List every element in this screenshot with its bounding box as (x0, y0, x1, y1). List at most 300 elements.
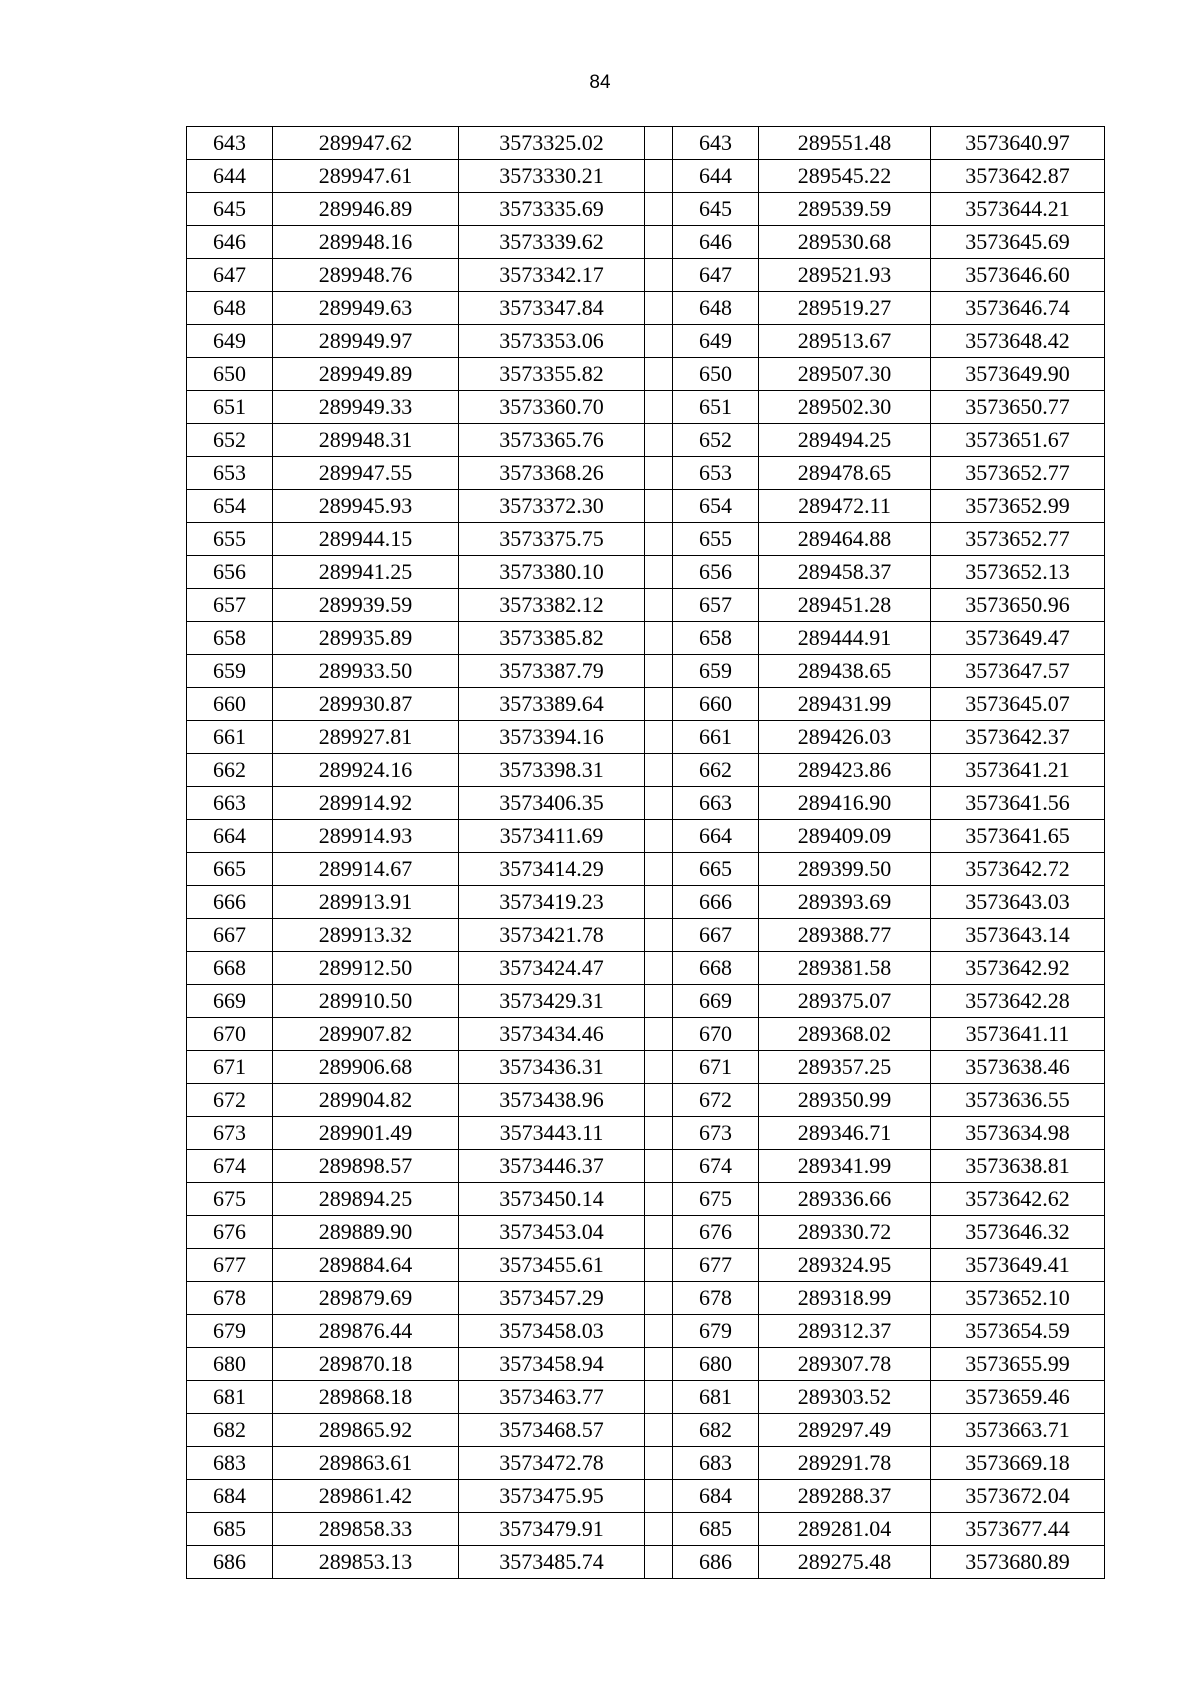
y-coordinate-right: 3573634.98 (931, 1117, 1105, 1150)
table-row (187, 490, 1105, 523)
table-row (187, 1183, 1105, 1216)
y-coordinate-right: 3573654.59 (931, 1315, 1105, 1348)
point-number-left: 671 (187, 1051, 273, 1084)
point-number-left: 679 (187, 1315, 273, 1348)
table-row (187, 1150, 1105, 1183)
spacer-cell (645, 1480, 673, 1513)
point-number-left: 665 (187, 853, 273, 886)
x-coordinate-right: 289303.52 (759, 1381, 931, 1414)
x-coordinate-right: 289438.65 (759, 655, 931, 688)
x-coordinate-left: 289945.93 (273, 490, 459, 523)
y-coordinate-right: 3573641.21 (931, 754, 1105, 787)
y-coordinate-right: 3573641.56 (931, 787, 1105, 820)
y-coordinate-left: 3573443.11 (459, 1117, 645, 1150)
table-row (187, 325, 1105, 358)
spacer-cell (645, 193, 673, 226)
y-coordinate-left: 3573398.31 (459, 754, 645, 787)
table-row (187, 1381, 1105, 1414)
x-coordinate-right: 289494.25 (759, 424, 931, 457)
point-number-right: 679 (673, 1315, 759, 1348)
point-number-right: 659 (673, 655, 759, 688)
point-number-left: 664 (187, 820, 273, 853)
point-number-left: 661 (187, 721, 273, 754)
table-row (187, 1117, 1105, 1150)
table-row (187, 1249, 1105, 1282)
point-number-left: 647 (187, 259, 273, 292)
table-row (187, 424, 1105, 457)
table-row (187, 127, 1105, 160)
x-coordinate-right: 289423.86 (759, 754, 931, 787)
spacer-cell (645, 754, 673, 787)
x-coordinate-left: 289947.61 (273, 160, 459, 193)
x-coordinate-left: 289913.32 (273, 919, 459, 952)
y-coordinate-right: 3573642.72 (931, 853, 1105, 886)
point-number-left: 659 (187, 655, 273, 688)
x-coordinate-left: 289868.18 (273, 1381, 459, 1414)
x-coordinate-left: 289894.25 (273, 1183, 459, 1216)
point-number-right: 647 (673, 259, 759, 292)
x-coordinate-left: 289930.87 (273, 688, 459, 721)
table-row (187, 523, 1105, 556)
spacer-cell (645, 127, 673, 160)
spacer-cell (645, 721, 673, 754)
spacer-cell (645, 1447, 673, 1480)
y-coordinate-right: 3573641.65 (931, 820, 1105, 853)
point-number-right: 646 (673, 226, 759, 259)
x-coordinate-right: 289431.99 (759, 688, 931, 721)
y-coordinate-right: 3573659.46 (931, 1381, 1105, 1414)
spacer-cell (645, 1381, 673, 1414)
table-row (187, 1084, 1105, 1117)
point-number-left: 676 (187, 1216, 273, 1249)
y-coordinate-right: 3573647.57 (931, 655, 1105, 688)
x-coordinate-left: 289910.50 (273, 985, 459, 1018)
point-number-left: 644 (187, 160, 273, 193)
point-number-left: 653 (187, 457, 273, 490)
point-number-left: 681 (187, 1381, 273, 1414)
x-coordinate-left: 289879.69 (273, 1282, 459, 1315)
y-coordinate-right: 3573646.60 (931, 259, 1105, 292)
x-coordinate-left: 289944.15 (273, 523, 459, 556)
point-number-right: 661 (673, 721, 759, 754)
y-coordinate-left: 3573387.79 (459, 655, 645, 688)
table-row (187, 160, 1105, 193)
y-coordinate-left: 3573325.02 (459, 127, 645, 160)
spacer-cell (645, 688, 673, 721)
point-number-left: 660 (187, 688, 273, 721)
x-coordinate-left: 289853.13 (273, 1546, 459, 1579)
point-number-left: 651 (187, 391, 273, 424)
y-coordinate-right: 3573649.47 (931, 622, 1105, 655)
y-coordinate-left: 3573411.69 (459, 820, 645, 853)
y-coordinate-right: 3573645.69 (931, 226, 1105, 259)
point-number-right: 680 (673, 1348, 759, 1381)
x-coordinate-left: 289946.89 (273, 193, 459, 226)
point-number-right: 650 (673, 358, 759, 391)
spacer-cell (645, 292, 673, 325)
point-number-right: 685 (673, 1513, 759, 1546)
coordinates-table (186, 126, 1105, 1579)
table-row (187, 1282, 1105, 1315)
point-number-left: 656 (187, 556, 273, 589)
spacer-cell (645, 1249, 673, 1282)
point-number-right: 673 (673, 1117, 759, 1150)
x-coordinate-right: 289444.91 (759, 622, 931, 655)
y-coordinate-left: 3573394.16 (459, 721, 645, 754)
y-coordinate-left: 3573380.10 (459, 556, 645, 589)
x-coordinate-left: 289876.44 (273, 1315, 459, 1348)
point-number-right: 686 (673, 1546, 759, 1579)
x-coordinate-left: 289904.82 (273, 1084, 459, 1117)
y-coordinate-right: 3573652.77 (931, 457, 1105, 490)
point-number-right: 666 (673, 886, 759, 919)
table-row (187, 391, 1105, 424)
y-coordinate-left: 3573389.64 (459, 688, 645, 721)
x-coordinate-right: 289399.50 (759, 853, 931, 886)
x-coordinate-right: 289312.37 (759, 1315, 931, 1348)
table-row (187, 655, 1105, 688)
y-coordinate-right: 3573642.92 (931, 952, 1105, 985)
point-number-right: 670 (673, 1018, 759, 1051)
point-number-right: 681 (673, 1381, 759, 1414)
x-coordinate-right: 289297.49 (759, 1414, 931, 1447)
spacer-cell (645, 523, 673, 556)
y-coordinate-left: 3573458.03 (459, 1315, 645, 1348)
x-coordinate-left: 289947.55 (273, 457, 459, 490)
table-row (187, 622, 1105, 655)
spacer-cell (645, 589, 673, 622)
x-coordinate-left: 289914.92 (273, 787, 459, 820)
point-number-left: 678 (187, 1282, 273, 1315)
table-row (187, 1348, 1105, 1381)
table-row (187, 886, 1105, 919)
point-number-right: 669 (673, 985, 759, 1018)
point-number-left: 686 (187, 1546, 273, 1579)
x-coordinate-left: 289884.64 (273, 1249, 459, 1282)
x-coordinate-right: 289545.22 (759, 160, 931, 193)
y-coordinate-left: 3573479.91 (459, 1513, 645, 1546)
spacer-cell (645, 622, 673, 655)
table-row (187, 193, 1105, 226)
y-coordinate-right: 3573652.99 (931, 490, 1105, 523)
y-coordinate-left: 3573429.31 (459, 985, 645, 1018)
y-coordinate-left: 3573414.29 (459, 853, 645, 886)
y-coordinate-left: 3573472.78 (459, 1447, 645, 1480)
y-coordinate-right: 3573652.77 (931, 523, 1105, 556)
y-coordinate-right: 3573663.71 (931, 1414, 1105, 1447)
x-coordinate-right: 289330.72 (759, 1216, 931, 1249)
x-coordinate-left: 289949.89 (273, 358, 459, 391)
x-coordinate-left: 289914.93 (273, 820, 459, 853)
y-coordinate-right: 3573649.90 (931, 358, 1105, 391)
point-number-left: 684 (187, 1480, 273, 1513)
spacer-cell (645, 952, 673, 985)
point-number-left: 648 (187, 292, 273, 325)
y-coordinate-left: 3573446.37 (459, 1150, 645, 1183)
point-number-right: 662 (673, 754, 759, 787)
spacer-cell (645, 1150, 673, 1183)
x-coordinate-left: 289858.33 (273, 1513, 459, 1546)
y-coordinate-left: 3573468.57 (459, 1414, 645, 1447)
table-row (187, 754, 1105, 787)
table-row (187, 358, 1105, 391)
table-row (187, 787, 1105, 820)
table-row (187, 1546, 1105, 1579)
point-number-right: 674 (673, 1150, 759, 1183)
x-coordinate-right: 289336.66 (759, 1183, 931, 1216)
x-coordinate-left: 289948.76 (273, 259, 459, 292)
y-coordinate-left: 3573385.82 (459, 622, 645, 655)
y-coordinate-right: 3573638.81 (931, 1150, 1105, 1183)
y-coordinate-right: 3573651.67 (931, 424, 1105, 457)
y-coordinate-left: 3573347.84 (459, 292, 645, 325)
x-coordinate-right: 289393.69 (759, 886, 931, 919)
y-coordinate-right: 3573645.07 (931, 688, 1105, 721)
spacer-cell (645, 1513, 673, 1546)
spacer-cell (645, 1216, 673, 1249)
y-coordinate-right: 3573642.87 (931, 160, 1105, 193)
y-coordinate-right: 3573649.41 (931, 1249, 1105, 1282)
point-number-left: 666 (187, 886, 273, 919)
y-coordinate-left: 3573485.74 (459, 1546, 645, 1579)
y-coordinate-right: 3573669.18 (931, 1447, 1105, 1480)
point-number-left: 662 (187, 754, 273, 787)
point-number-right: 658 (673, 622, 759, 655)
x-coordinate-left: 289949.97 (273, 325, 459, 358)
y-coordinate-right: 3573672.04 (931, 1480, 1105, 1513)
table-row (187, 1315, 1105, 1348)
x-coordinate-right: 289464.88 (759, 523, 931, 556)
point-number-right: 671 (673, 1051, 759, 1084)
y-coordinate-left: 3573339.62 (459, 226, 645, 259)
x-coordinate-right: 289318.99 (759, 1282, 931, 1315)
point-number-left: 670 (187, 1018, 273, 1051)
point-number-right: 676 (673, 1216, 759, 1249)
table-body (187, 127, 1105, 1579)
y-coordinate-right: 3573652.10 (931, 1282, 1105, 1315)
x-coordinate-left: 289898.57 (273, 1150, 459, 1183)
y-coordinate-right: 3573652.13 (931, 556, 1105, 589)
point-number-left: 680 (187, 1348, 273, 1381)
spacer-cell (645, 358, 673, 391)
y-coordinate-left: 3573355.82 (459, 358, 645, 391)
table-row (187, 688, 1105, 721)
point-number-left: 643 (187, 127, 273, 160)
y-coordinate-right: 3573648.42 (931, 325, 1105, 358)
point-number-right: 667 (673, 919, 759, 952)
spacer-cell (645, 1315, 673, 1348)
point-number-right: 648 (673, 292, 759, 325)
point-number-left: 649 (187, 325, 273, 358)
spacer-cell (645, 787, 673, 820)
point-number-right: 644 (673, 160, 759, 193)
point-number-left: 658 (187, 622, 273, 655)
x-coordinate-right: 289381.58 (759, 952, 931, 985)
table-row (187, 1018, 1105, 1051)
y-coordinate-left: 3573457.29 (459, 1282, 645, 1315)
point-number-left: 668 (187, 952, 273, 985)
point-number-right: 654 (673, 490, 759, 523)
x-coordinate-right: 289530.68 (759, 226, 931, 259)
x-coordinate-left: 289870.18 (273, 1348, 459, 1381)
spacer-cell (645, 1084, 673, 1117)
point-number-right: 664 (673, 820, 759, 853)
y-coordinate-right: 3573640.97 (931, 127, 1105, 160)
table-row (187, 1480, 1105, 1513)
point-number-right: 677 (673, 1249, 759, 1282)
point-number-right: 678 (673, 1282, 759, 1315)
spacer-cell (645, 985, 673, 1018)
spacer-cell (645, 1117, 673, 1150)
point-number-left: 669 (187, 985, 273, 1018)
x-coordinate-left: 289933.50 (273, 655, 459, 688)
y-coordinate-right: 3573650.77 (931, 391, 1105, 424)
x-coordinate-right: 289357.25 (759, 1051, 931, 1084)
point-number-right: 668 (673, 952, 759, 985)
point-number-left: 654 (187, 490, 273, 523)
y-coordinate-left: 3573424.47 (459, 952, 645, 985)
x-coordinate-left: 289948.31 (273, 424, 459, 457)
y-coordinate-left: 3573421.78 (459, 919, 645, 952)
x-coordinate-left: 289949.33 (273, 391, 459, 424)
y-coordinate-right: 3573642.28 (931, 985, 1105, 1018)
y-coordinate-left: 3573436.31 (459, 1051, 645, 1084)
x-coordinate-right: 289519.27 (759, 292, 931, 325)
spacer-cell (645, 325, 673, 358)
spacer-cell (645, 1414, 673, 1447)
y-coordinate-left: 3573453.04 (459, 1216, 645, 1249)
table-row (187, 457, 1105, 490)
y-coordinate-right: 3573643.03 (931, 886, 1105, 919)
point-number-right: 656 (673, 556, 759, 589)
point-number-left: 652 (187, 424, 273, 457)
x-coordinate-left: 289865.92 (273, 1414, 459, 1447)
y-coordinate-left: 3573342.17 (459, 259, 645, 292)
x-coordinate-right: 289350.99 (759, 1084, 931, 1117)
point-number-left: 657 (187, 589, 273, 622)
point-number-right: 655 (673, 523, 759, 556)
spacer-cell (645, 226, 673, 259)
y-coordinate-left: 3573372.30 (459, 490, 645, 523)
table-row (187, 1513, 1105, 1546)
spacer-cell (645, 160, 673, 193)
table-row (187, 721, 1105, 754)
x-coordinate-right: 289288.37 (759, 1480, 931, 1513)
table-row (187, 1414, 1105, 1447)
table-row (187, 985, 1105, 1018)
table-row (187, 820, 1105, 853)
x-coordinate-left: 289941.25 (273, 556, 459, 589)
spacer-cell (645, 259, 673, 292)
point-number-right: 663 (673, 787, 759, 820)
x-coordinate-right: 289324.95 (759, 1249, 931, 1282)
point-number-right: 643 (673, 127, 759, 160)
point-number-left: 672 (187, 1084, 273, 1117)
x-coordinate-right: 289291.78 (759, 1447, 931, 1480)
x-coordinate-right: 289416.90 (759, 787, 931, 820)
x-coordinate-left: 289939.59 (273, 589, 459, 622)
spacer-cell (645, 1183, 673, 1216)
point-number-left: 667 (187, 919, 273, 952)
x-coordinate-right: 289375.07 (759, 985, 931, 1018)
table-row (187, 1216, 1105, 1249)
x-coordinate-right: 289426.03 (759, 721, 931, 754)
x-coordinate-right: 289275.48 (759, 1546, 931, 1579)
y-coordinate-right: 3573643.14 (931, 919, 1105, 952)
x-coordinate-right: 289409.09 (759, 820, 931, 853)
point-number-right: 651 (673, 391, 759, 424)
table-row (187, 259, 1105, 292)
point-number-right: 675 (673, 1183, 759, 1216)
spacer-cell (645, 1018, 673, 1051)
x-coordinate-right: 289341.99 (759, 1150, 931, 1183)
x-coordinate-left: 289947.62 (273, 127, 459, 160)
y-coordinate-left: 3573365.76 (459, 424, 645, 457)
x-coordinate-left: 289935.89 (273, 622, 459, 655)
spacer-cell (645, 391, 673, 424)
x-coordinate-right: 289472.11 (759, 490, 931, 523)
y-coordinate-right: 3573646.32 (931, 1216, 1105, 1249)
y-coordinate-right: 3573642.62 (931, 1183, 1105, 1216)
y-coordinate-right: 3573646.74 (931, 292, 1105, 325)
y-coordinate-right: 3573680.89 (931, 1546, 1105, 1579)
point-number-left: 685 (187, 1513, 273, 1546)
table-row (187, 226, 1105, 259)
y-coordinate-left: 3573382.12 (459, 589, 645, 622)
x-coordinate-right: 289502.30 (759, 391, 931, 424)
x-coordinate-left: 289906.68 (273, 1051, 459, 1084)
spacer-cell (645, 919, 673, 952)
y-coordinate-right: 3573650.96 (931, 589, 1105, 622)
y-coordinate-left: 3573375.75 (459, 523, 645, 556)
y-coordinate-left: 3573360.70 (459, 391, 645, 424)
point-number-right: 683 (673, 1447, 759, 1480)
x-coordinate-left: 289907.82 (273, 1018, 459, 1051)
y-coordinate-left: 3573419.23 (459, 886, 645, 919)
y-coordinate-right: 3573655.99 (931, 1348, 1105, 1381)
point-number-left: 655 (187, 523, 273, 556)
x-coordinate-left: 289927.81 (273, 721, 459, 754)
table-row (187, 292, 1105, 325)
x-coordinate-right: 289551.48 (759, 127, 931, 160)
y-coordinate-left: 3573330.21 (459, 160, 645, 193)
x-coordinate-left: 289889.90 (273, 1216, 459, 1249)
table-row (187, 952, 1105, 985)
x-coordinate-left: 289861.42 (273, 1480, 459, 1513)
y-coordinate-right: 3573636.55 (931, 1084, 1105, 1117)
y-coordinate-left: 3573335.69 (459, 193, 645, 226)
point-number-right: 682 (673, 1414, 759, 1447)
x-coordinate-left: 289914.67 (273, 853, 459, 886)
spacer-cell (645, 886, 673, 919)
x-coordinate-right: 289281.04 (759, 1513, 931, 1546)
point-number-right: 657 (673, 589, 759, 622)
spacer-cell (645, 820, 673, 853)
spacer-cell (645, 1282, 673, 1315)
x-coordinate-left: 289949.63 (273, 292, 459, 325)
point-number-right: 645 (673, 193, 759, 226)
x-coordinate-right: 289507.30 (759, 358, 931, 391)
spacer-cell (645, 1348, 673, 1381)
x-coordinate-left: 289913.91 (273, 886, 459, 919)
point-number-left: 675 (187, 1183, 273, 1216)
spacer-cell (645, 1051, 673, 1084)
x-coordinate-left: 289924.16 (273, 754, 459, 787)
y-coordinate-left: 3573406.35 (459, 787, 645, 820)
table-row (187, 919, 1105, 952)
y-coordinate-right: 3573644.21 (931, 193, 1105, 226)
point-number-left: 673 (187, 1117, 273, 1150)
